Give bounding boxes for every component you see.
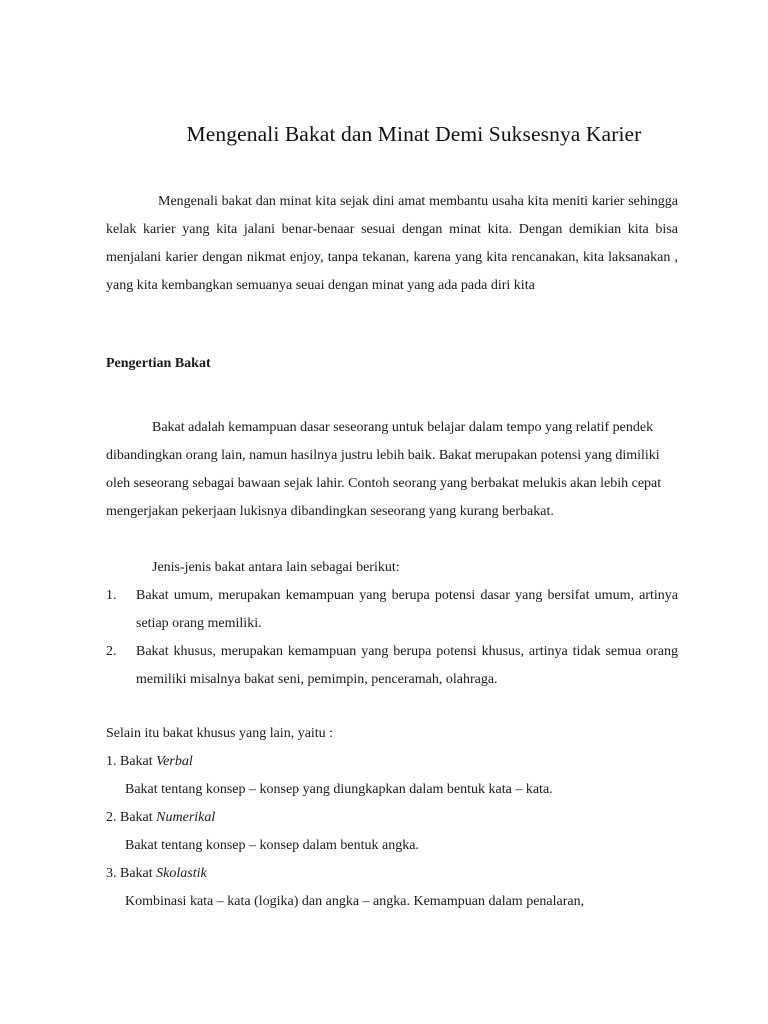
numbered-item <box>106 582 678 638</box>
talent-prefix: 2. Bakat <box>106 810 157 825</box>
section-heading: Pengertian Bakat <box>106 356 211 371</box>
talent-heading <box>106 864 207 884</box>
talent-heading <box>106 752 193 772</box>
talent-term: Numerikal <box>156 810 216 825</box>
intro-paragraph: Mengenali bakat dan minat kita sejak dini amat membantu usaha kita meniti karier sehingga kelak karier yang kita jalani benar-benaar sesuai dengan minat kita. Dengan demikian kita bisa menjalani karier dengan nikmat enjoy, tanpa tekanan, karena yang kita rencanakan, kita laksanakan , yang kita kembangkan semuanya seuai dengan minat yang ada pada diri kita <box>106 194 678 293</box>
item-text: Bakat umum, merupakan kemampuan yang berupa potensi dasar yang bersifat umum, artinya setiap orang memiliki. <box>136 588 678 631</box>
talent-description: Bakat tentang konsep – konsep yang diungkapkan dalam bentuk kata – kata. <box>125 782 553 797</box>
numbered-item <box>106 638 678 694</box>
section-paragraph: Bakat adalah kemampuan dasar seseorang untuk belajar dalam tempo yang relatif pendek dibandingkan orang lain, namun hasilnya justru lebih baik. Bakat merupakan potensi yang dimiliki oleh seseorang sebagai bawaan sejak lahir. Contoh seorang yang berbakat melukis akan lebih cepat mengerjakan pekerjaan lukisnya dibandingkan seseorang yang kurang berbakat. <box>106 420 662 519</box>
talent-description: Bakat tentang konsep – konsep dalam bentuk angka. <box>125 838 419 853</box>
item-number: 2. <box>106 644 117 659</box>
talent-term: Verbal <box>156 754 193 769</box>
talent-term: Skolastik <box>156 866 207 881</box>
item-text: Bakat khusus, merupakan kemampuan yang berupa potensi khusus, artinya tidak semua orang memiliki misalnya bakat seni, pemimpin, penceramah, olahraga. <box>136 644 678 687</box>
talent-heading <box>106 808 215 828</box>
item-number: 1. <box>106 588 117 603</box>
other-talents-lead: Selain itu bakat khusus yang lain, yaitu : <box>106 726 334 741</box>
list-lead: Jenis-jenis bakat antara lain sebagai berikut: <box>152 560 400 575</box>
talent-prefix: 3. Bakat <box>106 866 157 881</box>
talent-prefix: 1. Bakat <box>106 754 157 769</box>
talent-description: Kombinasi kata – kata (logika) dan angka – angka. Kemampuan dalam penalaran, <box>125 894 585 909</box>
document-title: Mengenali Bakat dan Minat Demi Suksesnya Karier <box>186 122 642 146</box>
